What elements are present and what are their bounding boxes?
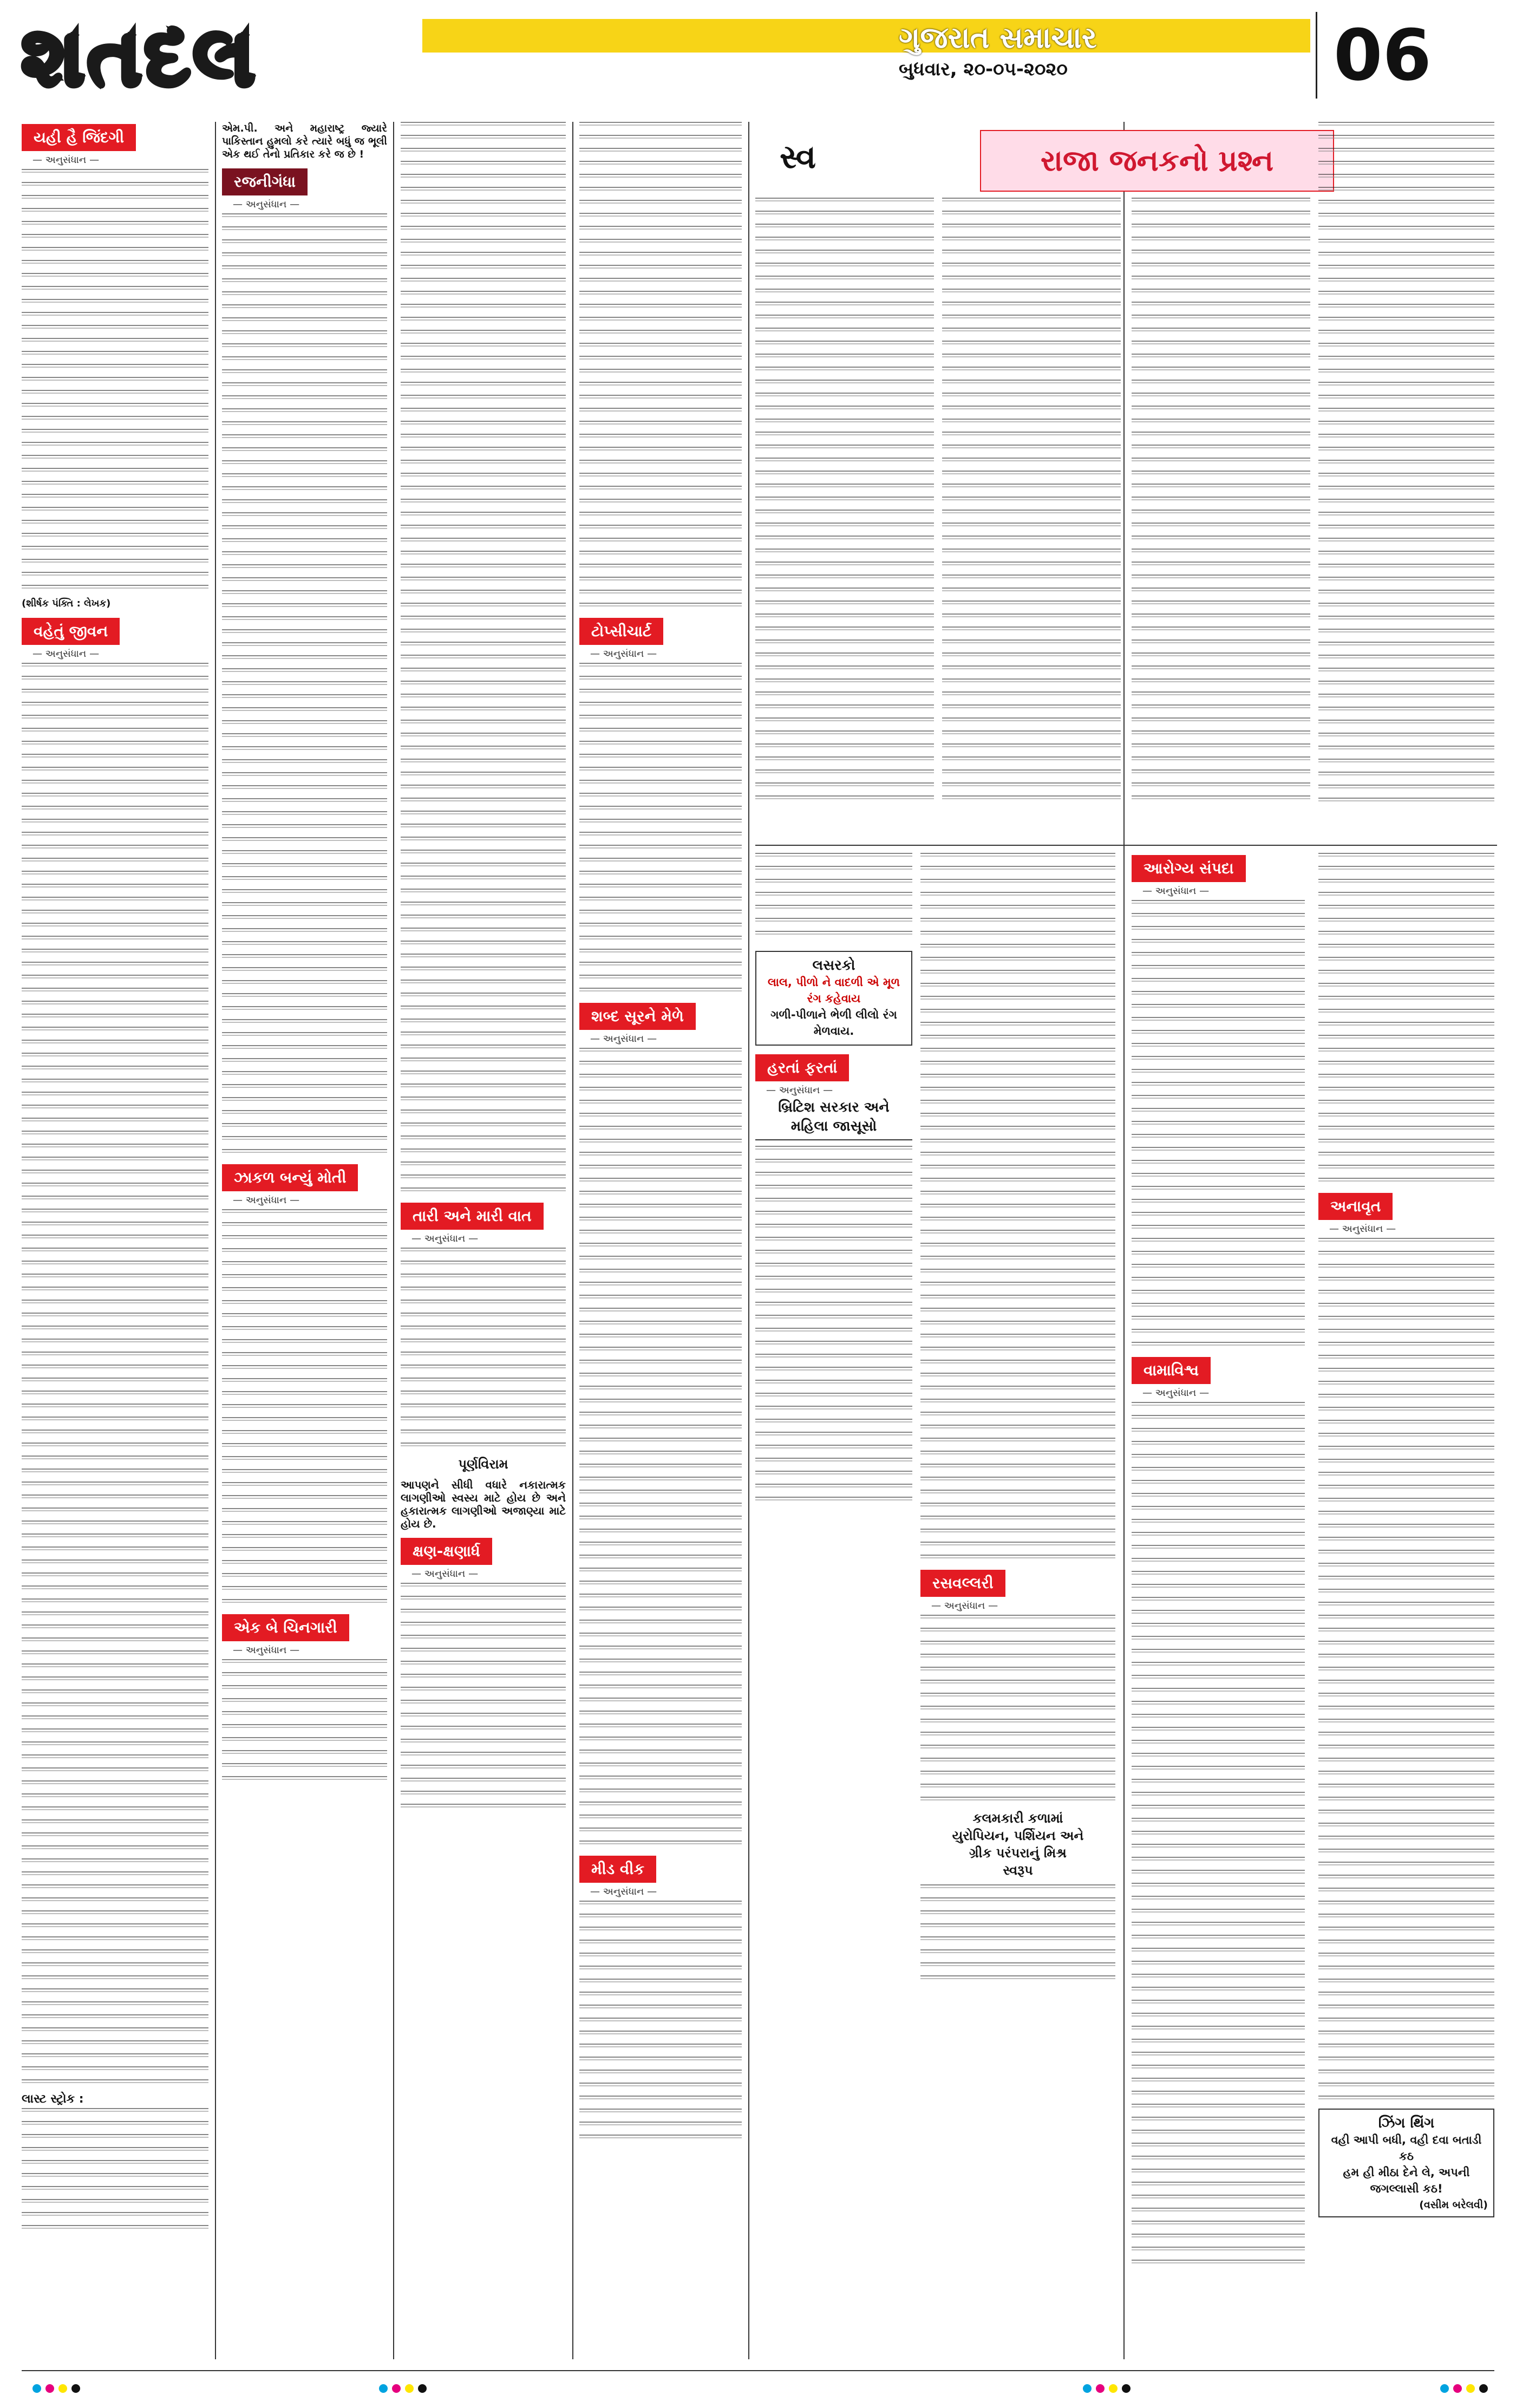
color-dot (32, 2384, 41, 2393)
section-title: હરતાં ફરતાં (755, 1054, 849, 1081)
color-dot (1122, 2384, 1131, 2393)
section-title: અનાવૃત (1318, 1193, 1393, 1220)
byline: — અનુસંધાન — (766, 1085, 912, 1096)
color-dot (1479, 2384, 1488, 2393)
section-title: વહેતું જીવન (22, 618, 120, 645)
vamavishva-section (1132, 1355, 1305, 2263)
registration-marks (1083, 2384, 1131, 2393)
column-rule (572, 122, 573, 2359)
section-divider (755, 845, 1497, 846)
article-body (755, 1146, 912, 1500)
column-2 (222, 122, 387, 2359)
article-body (1132, 900, 1305, 1346)
jing-thing-line: હમ હી મીઠા દેને લે, અપની જગલ્લાસી કઠ! (1343, 2166, 1470, 2195)
section-title: ટોપ્સીચાર્ટ (579, 618, 663, 645)
article-body (222, 1209, 387, 1603)
zaakal-section (222, 1162, 387, 1603)
article-body (222, 213, 387, 1153)
color-dot (45, 2384, 54, 2393)
section-title: વામાવિશ્વ (1132, 1357, 1211, 1384)
color-dot (418, 2384, 427, 2393)
lasarko-line: લાલ, પીળો ને વાદળી એ મૂળ રંગ કહેવાય (767, 976, 900, 1005)
lasarko-title: લસરકો (812, 957, 855, 974)
art-headline: કલમકારી કળામાં યુરોપિયન, પર્શિયન અને ગ્રીક પરંપરાનું મિશ્ર સ્વરૂપ (952, 1811, 1084, 1878)
color-dot (58, 2384, 67, 2393)
feature-title: રાજા જનકનો પ્રશ્ન (980, 130, 1334, 192)
jing-thing-title: ઝિંગ થિંગ (1378, 2115, 1435, 2131)
byline: — અનુસંધાન — (1329, 1223, 1494, 1235)
feature-column-2 (942, 198, 1121, 837)
byline: — અનુસંધાન — (590, 1033, 742, 1045)
yahi-hai-zindagi-section (22, 122, 208, 609)
column-6a (1132, 853, 1305, 2359)
section-title: યહી હૈ જિંદગી (22, 124, 136, 151)
lasarko-line: ગળી-પીળાને ભેળી લીલો રંગ મેળવાય. (770, 1008, 897, 1037)
jing-thing-line: વહી આપી બધી, વહી દવા બતાડી કઠ (1331, 2133, 1482, 2163)
jing-thing-credit: (વસીમ બરેલવી) (1419, 2199, 1488, 2211)
column-5a (755, 853, 912, 2359)
article-body (579, 122, 742, 606)
column-rule (393, 122, 394, 2359)
arogya-sampada-section (1132, 853, 1305, 1346)
article-body (579, 1901, 742, 2138)
jing-thing-box (1318, 2109, 1494, 2217)
vahetu-jivan-section (22, 616, 208, 2083)
color-dot (71, 2384, 80, 2393)
kshan-kshanaarth-section (401, 1536, 566, 1807)
article-body (22, 2108, 208, 2229)
color-dot (1083, 2384, 1092, 2393)
purnaviram-title: પૂર્ણવિરામ (458, 1457, 508, 1472)
last-stroke-section (22, 2092, 208, 2229)
masthead (0, 0, 1516, 116)
byline: — અનુસંધાન — (32, 648, 208, 660)
masthead-band (422, 19, 1310, 53)
topsychart-section (579, 616, 742, 991)
mid-week-section (579, 1854, 742, 2138)
feature-icon: સ્વ (780, 138, 816, 176)
section-title: એક બે ચિનગારી (222, 1614, 349, 1641)
article-body (1318, 1238, 1494, 2099)
registration-marks-right (1440, 2384, 1488, 2393)
taari-ane-maari-vaat-section (401, 1200, 566, 1446)
color-dot (1453, 2384, 1462, 2393)
article-body (22, 169, 208, 589)
section-title: રસવલ્લરી (920, 1570, 1005, 1597)
rajnigandha-section (222, 166, 387, 1153)
byline: — અનુસંધાન — (590, 1886, 742, 1897)
column-6b (1318, 853, 1494, 2359)
registration-marks-left (32, 2384, 80, 2393)
byline: — અનુસંધાન — (411, 1233, 566, 1244)
section-title: ક્ષણ-ક્ષણાર્ધ (401, 1538, 492, 1565)
byline: — અનુસંધાન — (32, 154, 208, 166)
article-body (920, 1884, 1115, 1979)
newspaper-name: ગુજરાત સમાચાર (899, 21, 1097, 55)
column-rule (748, 122, 749, 2359)
byline: — અનુસંધાન — (931, 1600, 1115, 1611)
lead-note: એમ.પી. અને મહારાષ્ટ્ર જ્યારે પાકિસ્તાન હુમલો કરે ત્યારે બધું જ ભૂલી એક થઈ તેનો પ્રતિકાર કરે જ છે ! (222, 122, 387, 160)
harta-farta-section (755, 1052, 912, 1500)
color-dot (1109, 2384, 1118, 2393)
section-title: આરોગ્ય સંપદા (1132, 855, 1246, 882)
color-dot (405, 2384, 414, 2393)
section-title: રજનીગંધા (222, 168, 308, 195)
ek-be-chingari-section (222, 1612, 387, 1780)
page-number: 06 (1316, 12, 1512, 99)
column-1 (22, 122, 208, 2359)
column-5b (920, 853, 1115, 2359)
section-title: ઝાકળ બન્યું મોતી (222, 1164, 358, 1191)
article-body (401, 1583, 566, 1807)
byline: — અનુસંધાન — (1142, 885, 1305, 897)
footer-rule (22, 2370, 1494, 2371)
purnaviram-section (401, 1456, 566, 1530)
last-stroke-title: લાસ્ટ સ્ટ્રોક : (22, 2092, 84, 2106)
column-rule (1123, 122, 1125, 2359)
section-title: શબ્દ સૂરને મેળે (579, 1003, 696, 1030)
section-logo: શતદલ (22, 10, 258, 104)
article-body (222, 1659, 387, 1780)
byline: — અનુસંધાન — (233, 1195, 387, 1206)
column-3 (401, 122, 566, 2359)
color-dot (1440, 2384, 1449, 2393)
rasvallari-section (920, 1568, 1115, 1979)
section-title: તારી અને મારી વાત (401, 1203, 544, 1230)
article-body (401, 122, 566, 1191)
article-body (579, 1048, 742, 1844)
article-body (920, 1615, 1115, 1800)
purnaviram-quote: આપણને સીધી વધારે નકારાત્મક લાગણીઓ સ્વસ્ય માટે હોય છે અને હકારાત્મક લાગણીઓ અજાણ્યા માટે હોય છે. (401, 1478, 566, 1530)
article-body (401, 1248, 566, 1446)
color-dot (1466, 2384, 1475, 2393)
byline: — અનુસંધાન — (411, 1568, 566, 1580)
shabd-sure-mele-section (579, 1001, 742, 1844)
feature-column-3 (1132, 198, 1310, 837)
anavrut-section (1318, 1191, 1494, 2099)
article-body (1132, 1402, 1305, 2263)
issue-date: બુધવાર, ૨૦-૦૫-૨૦૨૦ (899, 58, 1068, 80)
byline: — અનુસંધાન — (1142, 1387, 1305, 1399)
byline: — અનુસંધાન — (590, 648, 742, 660)
article-body (579, 663, 742, 991)
byline: — અનુસંધાન — (233, 1645, 387, 1656)
article-credit: (શીર્ષક પંક્તિ : લેખક) (22, 598, 111, 609)
color-dot (1096, 2384, 1105, 2393)
color-dot (392, 2384, 401, 2393)
feature-column-4 (1318, 122, 1494, 837)
color-dot (379, 2384, 388, 2393)
column-rule (215, 122, 216, 2359)
lasarko-box (755, 951, 912, 1046)
feature-column-1 (755, 198, 934, 837)
article-body (22, 663, 208, 2083)
byline: — અનુસંધાન — (233, 199, 387, 210)
registration-marks (379, 2384, 427, 2393)
section-title: મીડ વીક (579, 1856, 656, 1883)
spy-headline: બ્રિટિશ સરકાર અને મહિલા જાસૂસો (755, 1099, 912, 1140)
column-4 (579, 122, 742, 2359)
